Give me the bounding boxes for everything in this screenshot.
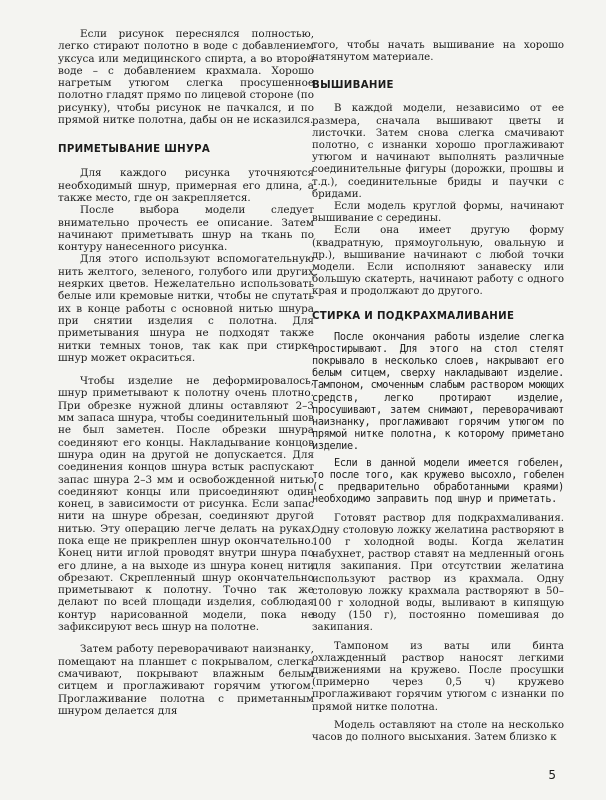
paragraph: После выбора модели следует внимательно прочесть ее описание. Затем начинают приметывать шнур на ткань по контуру нанесенного рисунка. (58, 204, 314, 254)
paragraph: Если в данной модели имеется гобелен, то после того, как кружево высохло, гобелен (с предварительно обработанными краями) необходимо заправить под шнур и приметать. (312, 457, 564, 506)
paragraph: Готовят раствор для подкрахмаливания. Одну столовую ложку желатина растворяют в 100 г холодной воды. Когда желатин набухнет, раствор ставят на медленный огонь для закипания. При отсутствии желатина используют раствор из крахмала. Одну столовую ложку крахмала растворяют в 50–100 г холодной воды, выливают в кипящую воду (150 г), постоянно помешивая до закипания. (312, 512, 564, 634)
paragraph: Тампоном из ваты или бинта охлажденный раствор наносят легкими движениями на кружево. После просушки (примерно через 0,5 ч) кружево проглаживают горячим утюгом с изнанки по прямой нитке полотна. (312, 640, 564, 713)
paragraph: После окончания работы изделие слегка простирывают. Для этого на стол стелят покрывало в несколько слоев, накрывают его белым ситцем, сверху накладывают изделие. Тампоном, смоченным слабым раствором моющих средств, легко протирают изделие, просушивают, затем снимают, переворачивают наизнанку, проглаживают горячим утюгом по прямой нитке полотна, к которому приметано изделие. (312, 331, 564, 453)
paragraph: Затем работу переворачивают наизнанку, помещают на планшет с покрывалом, слегка смачивают, покрывают влажным белым ситцем и проглаживают горячим утюгом. Проглаживание полотна с приметанным шнуром делается для (58, 643, 314, 717)
paragraph: того, чтобы начать вышивание на хорошо натянутом материале. (312, 40, 564, 64)
paragraph: Если она имеет другую форму (квадратную, прямоугольную, овальную и др.), вышивание начинают с любой точки модели. Если исполняют занавеску или большую скатерть, начинают работу с одного края и продолжают до другого. (312, 225, 564, 298)
paragraph: Если модель круглой формы, начинают вышивание с середины. (312, 201, 564, 225)
paragraph: Модель оставляют на столе на несколько часов до полного высыхания. Затем близко к (312, 719, 564, 743)
left-column (58, 28, 314, 717)
paragraph: Для этого используют вспомогательную нить желтого, зеленого, голубого или других неярких цветов. Нежелательно использовать белые или кремовые нитки, чтобы не спутать их в конце работы с основной нитью шнура при снятии изделия с полотна. Для приметывания шнура не подходят также нитки темных тонов, так как при стирке шнур может окраситься. (58, 253, 314, 364)
section-heading: ВЫШИВАНИЕ (312, 80, 394, 92)
right-column (312, 40, 564, 744)
paragraph: Чтобы изделие не деформировалось, шнур приметывают к полотну очень плотно. При обрезке нужной длины оставляют 2–3 мм запаса шнура, чтобы соединительный шов не был заметен. После обрезки шнура соединяют его концы. Накладывание концов шнура один на другой не допускается. Для соединения концов шнура встык распускают запас шнура 2–3 мм и освобожденной нитью соединяют концы или присоединяют один конец, в зависимости от рисунка. Если запас нити на шнуре обрезан, соединяют другой нитью. Эту операцию легче делать на руках, пока еще не прикреплен шнур окончательно. Конец нити иглой проводят внутри шнура по его длине, а на выходе из шнура конец нити обрезают. Скрепленный шнур окончательно приметывают к полотну. Точно так же делают по всей площади изделия, соблюдая контур нарисованной модели, пока не зафиксируют весь шнур на полотне. (58, 375, 314, 634)
section-heading: ПРИМЕТЫВАНИЕ ШНУРА (58, 144, 211, 156)
paragraph: Для каждого рисунка уточняются необходимый шнур, примерная его длина, а также место, где он закрепляется. (58, 167, 314, 204)
section-heading: СТИРКА И ПОДКРАХМАЛИВАНИЕ (312, 310, 515, 322)
page-number: 5 (548, 768, 556, 782)
paragraph: В каждой модели, независимо от ее размера, сначала вышивают цветы и листочки. Затем снова слегка смачивают полотно, с изнанки хорошо проглаживают утюгом и начинают выполнять различные соединительные фигуры (дорожки, прошвы и т.д.), соединительные бриды и паучки с бридами. (312, 103, 564, 200)
paragraph: Если рисунок переснялся полностью, легко стирают полотно в воде с добавлением уксуса или медицинского спирта, а во второй воде – с добавлением крахмала. Хорошо нагретым утюгом слегка просушенное полотно гладят прямо по лицевой стороне (по рисунку), чтобы рисунок не пачкался, и по прямой нитке полотна, дабы он не исказился. (58, 28, 314, 127)
